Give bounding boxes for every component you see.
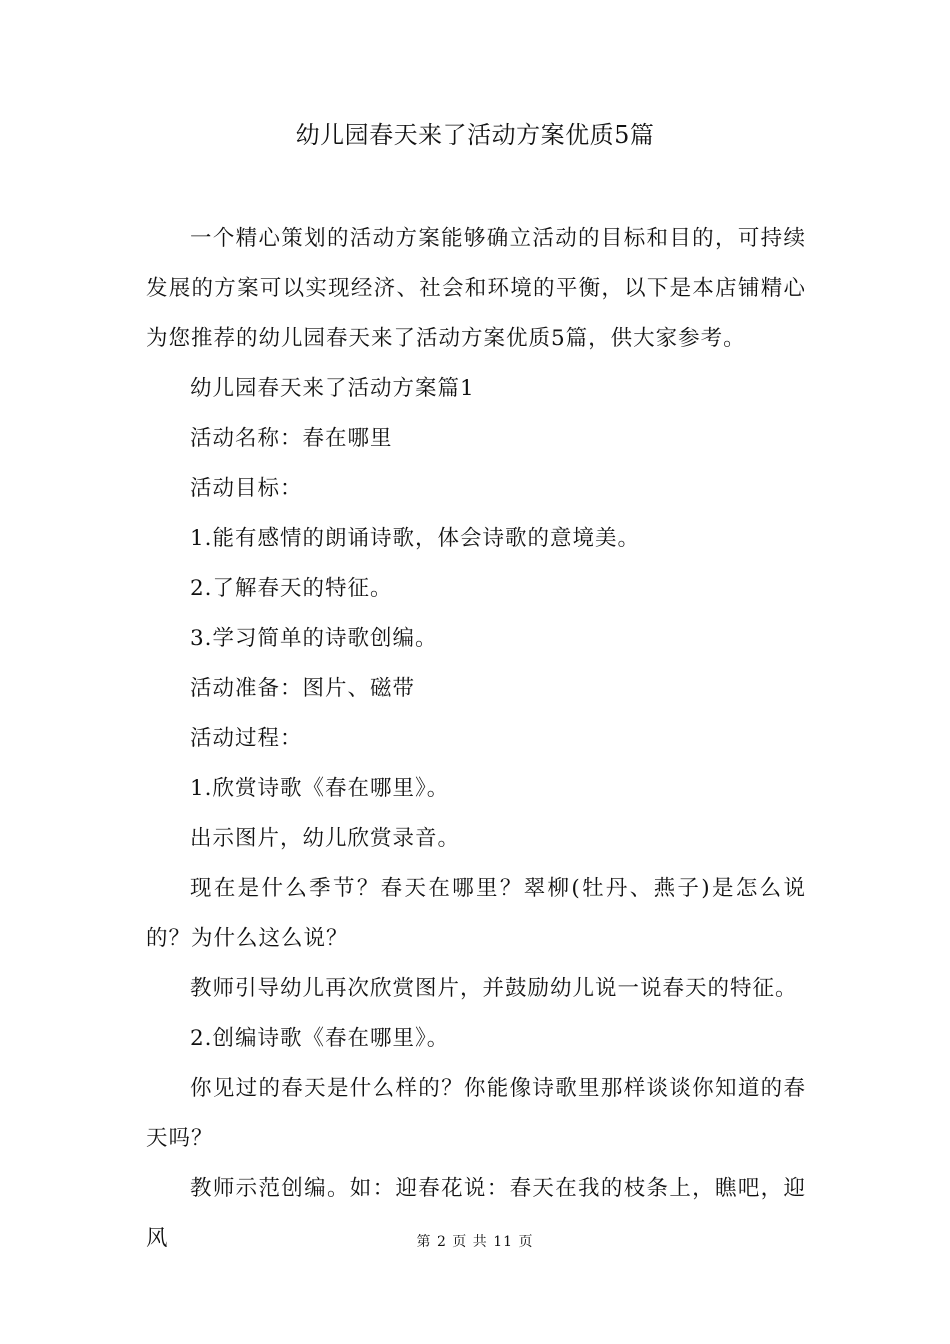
- document-body: [146, 214, 806, 1264]
- paragraph: 出示图片，幼儿欣赏录音。: [190, 826, 461, 851]
- page-footer: 第 2 页 共 11 页: [416, 1234, 534, 1250]
- paragraph: 1.欣赏诗歌《春在哪里》。: [190, 776, 450, 801]
- paragraph: 教师示范创编。如：迎春花说：春天在我的枝条上，瞧吧，迎风: [146, 1176, 806, 1251]
- intro-paragraph: 一个精心策划的活动方案能够确立活动的目标和目的，可持续发展的方案可以实现经济、社会和环境的平衡，以下是本店铺精心为您推荐的幼儿园春天来了活动方案优质5篇，供大家参考。: [146, 226, 806, 351]
- paragraph: 你见过的春天是什么样的？你能像诗歌里那样谈谈你知道的春天吗？: [146, 1076, 806, 1151]
- document-title: 幼儿园春天来了活动方案优质5篇: [295, 121, 655, 149]
- paragraph: 现在是什么季节？春天在哪里？翠柳(牡丹、燕子)是怎么说的？为什么这么说？: [146, 876, 806, 951]
- paragraph: 活动过程：: [190, 726, 303, 751]
- paragraph: 2.创编诗歌《春在哪里》。: [190, 1026, 450, 1051]
- paragraph: 3.学习简单的诗歌创编。: [190, 626, 438, 651]
- section-heading: 幼儿园春天来了活动方案篇1: [190, 376, 475, 401]
- paragraph: 2.了解春天的特征。: [190, 576, 393, 601]
- paragraph: 教师引导幼儿再次欣赏图片，并鼓励幼儿说一说春天的特征。: [190, 976, 798, 1001]
- paragraph: 活动目标：: [190, 476, 303, 501]
- paragraph: 活动准备：图片、磁带: [190, 676, 416, 701]
- paragraph: 活动名称：春在哪里: [190, 426, 393, 451]
- paragraph: 1.能有感情的朗诵诗歌，体会诗歌的意境美。: [190, 526, 641, 551]
